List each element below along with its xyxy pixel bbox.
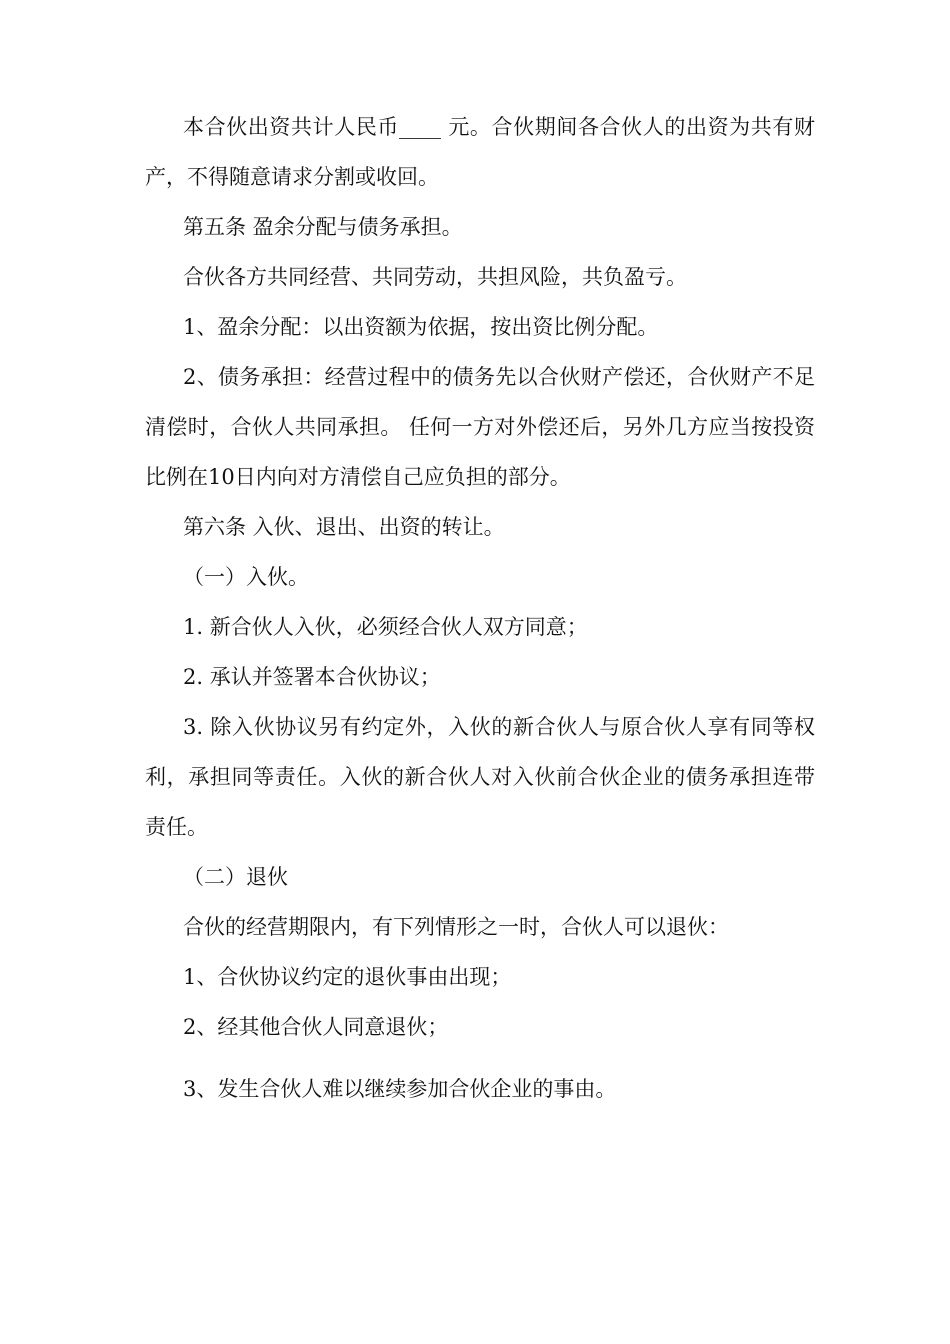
paragraph-joint-operation: 合伙各方共同经营、共同劳动，共担风险，共负盈亏。 [183, 265, 687, 289]
paragraph-admission-item-2: 2. 承认并签署本合伙协议； [183, 665, 441, 689]
paragraph-profit-distribution: 1、盈余分配：以出资额为依据，按出资比例分配。 [183, 315, 659, 339]
paragraph-withdrawal-intro: 合伙的经营期限内，有下列情形之一时，合伙人可以退伙： [183, 915, 729, 939]
paragraph-admission-item-1: 1. 新合伙人入伙，必须经合伙人双方同意； [183, 615, 588, 639]
heading-withdrawal: （二）退伙 [183, 865, 288, 889]
document-body [145, 102, 815, 1114]
paragraph-withdrawal-item-2: 2、经其他合伙人同意退伙； [183, 1015, 449, 1039]
paragraph-debt-bearing: 2、债务承担：经营过程中的债务先以合伙财产偿还，合伙财产不足清偿时，合伙人共同承担。 任何一方对外偿还后，另外几方应当按投资比例在10日内向对方清偿自己应负担的部分。 [145, 365, 815, 489]
paragraph-admission-item-3: 3. 除入伙协议另有约定外，入伙的新合伙人与原合伙人享有同等权利，承担同等责任。入伙的新合伙人对入伙前合伙企业的债务承担连带责任。 [145, 715, 815, 839]
heading-article-5: 第五条 盈余分配与债务承担。 [183, 215, 463, 239]
paragraph-withdrawal-item-3: 3、发生合伙人难以继续参加合伙企业的事由。 [183, 1077, 617, 1101]
paragraph-capital-contribution: 本合伙出资共计人民币____ 元。合伙期间各合伙人的出资为共有财产，不得随意请求分割或收回。 [145, 115, 815, 189]
heading-admission: （一）入伙。 [183, 565, 309, 589]
paragraph-withdrawal-item-1: 1、合伙协议约定的退伙事由出现； [183, 965, 512, 989]
heading-article-6: 第六条 入伙、退出、出资的转让。 [183, 515, 505, 539]
